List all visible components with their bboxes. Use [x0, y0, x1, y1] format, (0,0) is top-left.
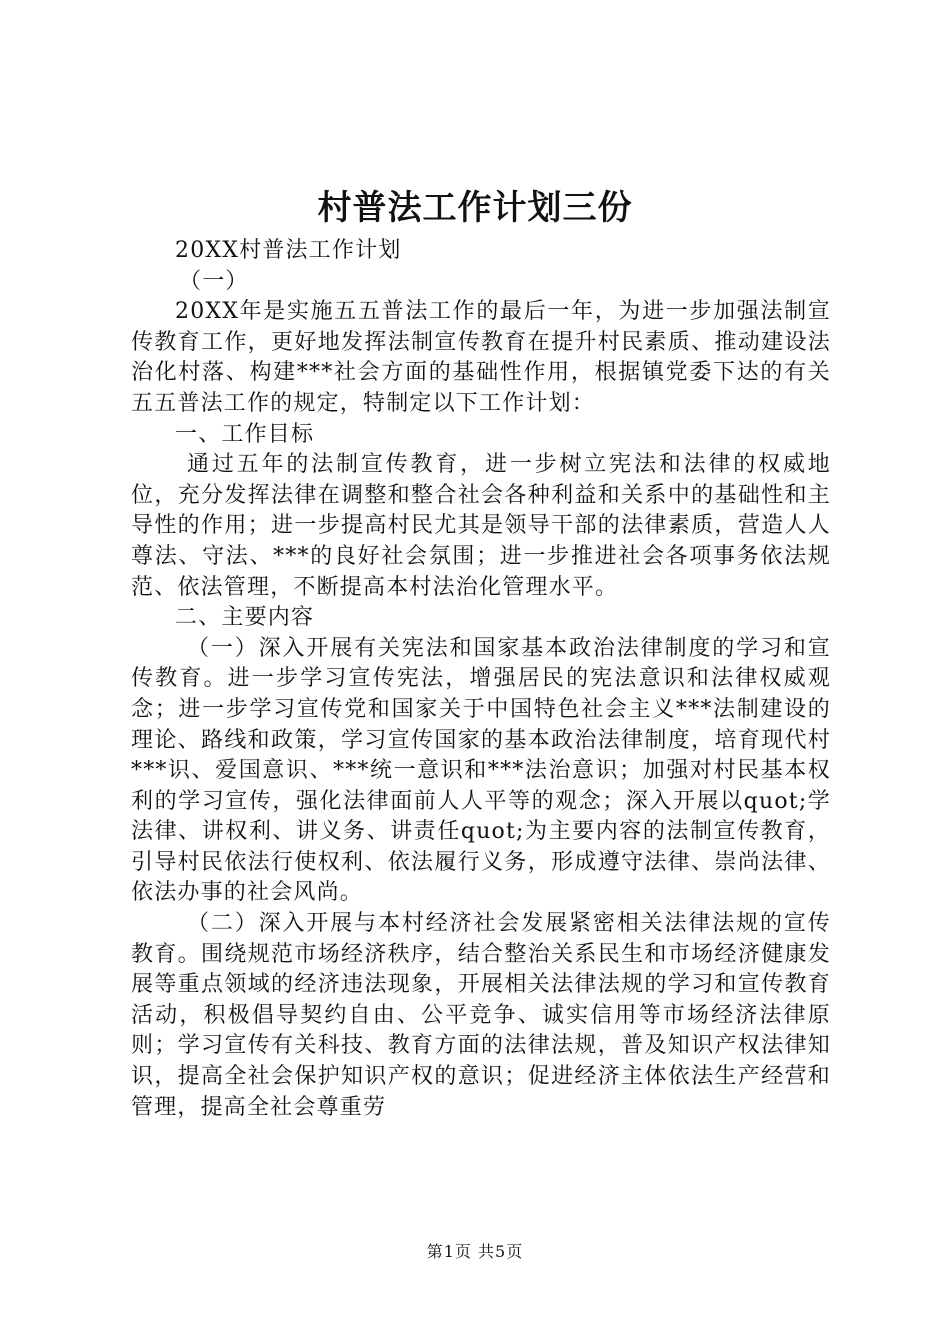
heading-work-goal: 一、工作目标 — [175, 421, 315, 447]
section-marker: （一） — [179, 268, 249, 294]
page-footer: 第1页 共5页 — [426, 1242, 524, 1261]
goal-paragraph: 通过五年的法制宣传教育，进一步树立宪法和法律的权威地位，充分发挥法律在调整和整合社会各种利益和关系中的基础性和主导性的作用；进一步提高村民尤其是领导干部的法律素质，营造人人尊法、守法、***的良好社会氛围；进一步推进社会各项事务依法规范、依法管理，不断提高本村法治化管理水平。 — [131, 452, 831, 600]
content-paragraph-1: （一）深入开展有关宪法和国家基本政治法律制度的学习和宣传教育。进一步学习宣传宪法，增强居民的宪法意识和法律权威观念；进一步学习宣传党和国家关于中国特色社会主义***法制建设的理论、路线和政策，学习宣传国家的基本政治法律制度，培育现代村***识、爱国意识、***统一意识和***法治意识；加强对村民基本权利的学习宣传，强化法律面前人人平等的观念；深入开展以quot;学法律、讲权利、讲义务、讲责任quot;为主要内容的法制宣传教育，引导村民依法行使权利、依法履行义务，形成遵守法律、崇尚法律、依法办事的社会风尚。 — [131, 635, 831, 906]
intro-paragraph: 20XX年是实施五五普法工作的最后一年，为进一步加强法制宣传教育工作，更好地发挥法制宣传教育在提升村民素质、推动建设法治化村落、构建***社会方面的基础性作用，根据镇党委下达的有关五五普法工作的规定，特制定以下工作计划： — [131, 299, 831, 416]
subtitle: 20XX村普法工作计划 — [175, 238, 402, 263]
heading-main-content: 二、主要内容 — [175, 605, 315, 631]
document-title: 村普法工作计划三份 — [317, 188, 633, 228]
content-paragraph-2: （二）深入开展与本村经济社会发展紧密相关法律法规的宣传教育。围绕规范市场经济秩序，结合整治关系民生和市场经济健康发展等重点领域的经济违法现象，开展相关法律法规的学习和宣传教育活动，积极倡导契约自由、公平竞争、诚实信用等市场经济法律原则；学习宣传有关科技、教育方面的法律法规，普及知识产权法律知识，提高全社会保护知识产权的意识；促进经济主体依法生产经营和管理，提高全社会尊重劳 — [131, 911, 831, 1120]
document-body — [131, 236, 831, 1123]
